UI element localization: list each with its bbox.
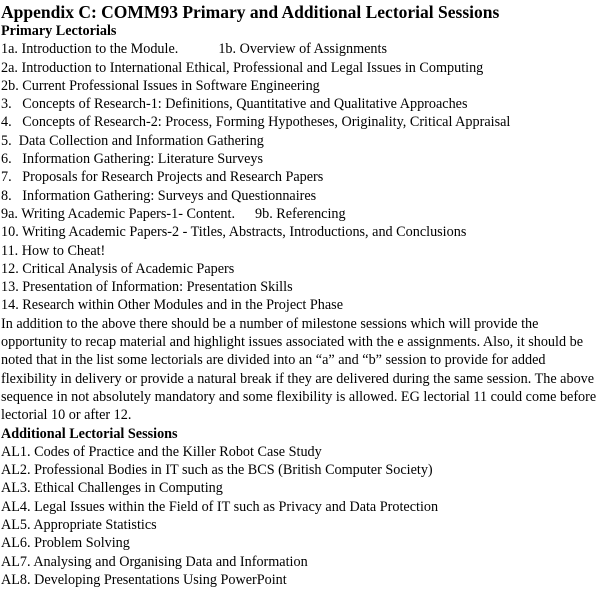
item-1b: 1b. Overview of Assignments [218, 41, 387, 58]
al-item-6: AL6. Problem Solving [1, 535, 130, 552]
list-item-4: 4. Concepts of Research-2: Process, Forming Hypotheses, Originality, Critical Appraisal [1, 114, 511, 131]
list-item-12: 12. Critical Analysis of Academic Papers [1, 260, 235, 277]
milestone-paragraph: In addition to the above there should be a number of milestone sessions which will provide the opportunity to recap material and highlight issues associated with the e assignments. Also, it should be noted that in the list some lectorials are divided into an “a” and “b” session to provide for added flexibility in delivery or provide a natural break if they are delivered during the same session. The above sequence in not absolutely mandatory and some flexibility is allowed. EG lectorial 11 could come before lectorial 10 or after 12. [1, 315, 597, 424]
al-item-5: AL5. Appropriate Statistics [1, 517, 157, 534]
list-item-10: 10. Writing Academic Papers-2 - Titles, Abstracts, Introductions, and Conclusions [1, 224, 467, 241]
list-item-14: 14. Research within Other Modules and in the Project Phase [1, 297, 344, 314]
list-item-1 [1, 40, 601, 58]
additional-lectorials-heading: Additional Lectorial Sessions [1, 425, 178, 442]
item-9a: 9a. Writing Academic Papers-1- Content. [1, 205, 235, 222]
al-item-2: AL2. Professional Bodies in IT such as the BCS (British Computer Society) [1, 462, 433, 479]
appendix-title: Appendix C: COMM93 Primary and Additional Lectorial Sessions [1, 2, 500, 22]
list-item-2a: 2a. Introduction to International Ethical, Professional and Legal Issues in Computing [1, 59, 484, 76]
list-item-7: 7. Proposals for Research Projects and Research Papers [1, 169, 324, 186]
item-1a: 1a. Introduction to the Module. [1, 41, 179, 58]
item-9b: 9b. Referencing [255, 205, 346, 222]
list-item-9 [1, 205, 601, 223]
list-item-5: 5. Data Collection and Information Gathering [1, 132, 264, 149]
al-item-7: AL7. Analysing and Organising Data and Information [1, 553, 308, 570]
document-page [1, 2, 601, 589]
list-item-11: 11. How to Cheat! [1, 242, 106, 259]
al-item-4: AL4. Legal Issues within the Field of IT such as Privacy and Data Protection [1, 498, 439, 515]
list-item-8: 8. Information Gathering: Surveys and Questionnaires [1, 187, 317, 204]
list-item-13: 13. Presentation of Information: Presentation Skills [1, 279, 293, 296]
al-item-3: AL3. Ethical Challenges in Computing [1, 480, 223, 497]
list-item-6: 6. Information Gathering: Literature Surveys [1, 151, 263, 168]
primary-lectorials-heading: Primary Lectorials [1, 23, 117, 39]
al-item-1: AL1. Codes of Practice and the Killer Robot Case Study [1, 443, 322, 460]
list-item-2b: 2b. Current Professional Issues in Software Engineering [1, 77, 320, 94]
al-item-8: AL8. Developing Presentations Using PowerPoint [1, 571, 287, 588]
list-item-3: 3. Concepts of Research-1: Definitions, Quantitative and Qualitative Approaches [1, 96, 468, 113]
